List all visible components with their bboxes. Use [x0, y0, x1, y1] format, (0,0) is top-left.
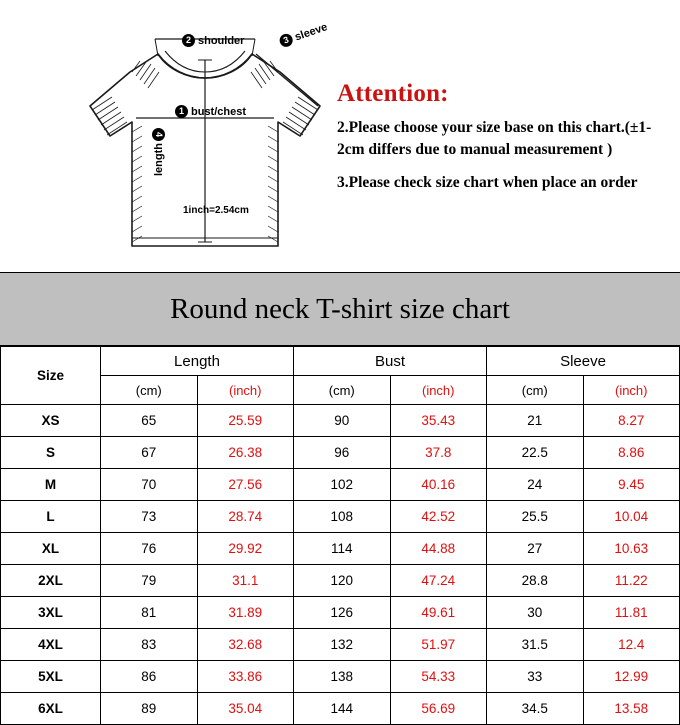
cell-bust-cm: 132	[294, 629, 391, 661]
cell-sleeve-inch: 12.99	[583, 661, 680, 693]
cell-sleeve-cm: 22.5	[487, 437, 584, 469]
cell-length-cm: 83	[101, 629, 198, 661]
cell-size: 5XL	[1, 661, 101, 693]
cell-size: XS	[1, 405, 101, 437]
callout-label-length: length	[152, 143, 165, 176]
cell-length-cm: 73	[101, 501, 198, 533]
cell-length-inch: 35.04	[197, 693, 294, 725]
cell-bust-cm: 114	[294, 533, 391, 565]
cell-sleeve-cm: 25.5	[487, 501, 584, 533]
cell-length-cm: 81	[101, 597, 198, 629]
callout-number-4: 4	[152, 128, 165, 141]
cell-length-inch: 27.56	[197, 469, 294, 501]
cell-length-inch: 28.74	[197, 501, 294, 533]
cell-length-inch: 26.38	[197, 437, 294, 469]
table-row	[1, 597, 680, 629]
cell-size: 4XL	[1, 629, 101, 661]
attention-line-2: 3.Please check size chart when place an order	[337, 173, 638, 191]
callout-number-2: 2	[182, 34, 195, 47]
cell-length-inch: 31.1	[197, 565, 294, 597]
cell-bust-inch: 35.43	[390, 405, 487, 437]
table-row	[1, 405, 680, 437]
table-row	[1, 501, 680, 533]
table-row	[1, 437, 680, 469]
callout-bust	[175, 105, 246, 118]
callout-label-sleeve: sleeve	[293, 20, 329, 43]
header-group-sleeve: Sleeve	[487, 347, 680, 376]
cell-size: M	[1, 469, 101, 501]
callout-label-bust: bust/chest	[191, 105, 247, 118]
cell-bust-inch: 37.8	[390, 437, 487, 469]
cell-sleeve-cm: 34.5	[487, 693, 584, 725]
cell-size: 2XL	[1, 565, 101, 597]
cell-length-cm: 76	[101, 533, 198, 565]
cell-length-cm: 89	[101, 693, 198, 725]
header-group-bust: Bust	[294, 347, 487, 376]
cell-size: 3XL	[1, 597, 101, 629]
cell-bust-cm: 90	[294, 405, 391, 437]
attention-title: Attention:	[337, 80, 449, 107]
cell-sleeve-inch: 12.4	[583, 629, 680, 661]
cell-size: S	[1, 437, 101, 469]
callout-number-3: 3	[278, 32, 295, 49]
cell-sleeve-cm: 31.5	[487, 629, 584, 661]
cell-length-inch: 32.68	[197, 629, 294, 661]
cell-sleeve-inch: 9.45	[583, 469, 680, 501]
cell-length-cm: 65	[101, 405, 198, 437]
unit-sleeve-cm: (cm)	[487, 376, 584, 405]
unit-bust-inch: (inch)	[390, 376, 487, 405]
cell-length-cm: 67	[101, 437, 198, 469]
table-row	[1, 565, 680, 597]
attention-block	[337, 80, 677, 204]
cell-sleeve-inch: 13.58	[583, 693, 680, 725]
inch-conversion-note: 1inch=2.54cm	[183, 205, 249, 216]
cell-bust-cm: 108	[294, 501, 391, 533]
chart-title: Round neck T-shirt size chart	[170, 292, 510, 325]
cell-bust-cm: 126	[294, 597, 391, 629]
callout-length	[152, 128, 165, 176]
table-row	[1, 629, 680, 661]
table-row	[1, 693, 680, 725]
unit-length-inch: (inch)	[197, 376, 294, 405]
table-row	[1, 469, 680, 501]
cell-sleeve-inch: 8.86	[583, 437, 680, 469]
cell-bust-inch: 54.33	[390, 661, 487, 693]
cell-bust-cm: 120	[294, 565, 391, 597]
header-size: Size	[1, 347, 101, 405]
cell-sleeve-cm: 21	[487, 405, 584, 437]
cell-bust-cm: 138	[294, 661, 391, 693]
cell-sleeve-cm: 30	[487, 597, 584, 629]
cell-sleeve-inch: 11.81	[583, 597, 680, 629]
cell-sleeve-cm: 27	[487, 533, 584, 565]
cell-size: L	[1, 501, 101, 533]
unit-sleeve-inch: (inch)	[583, 376, 680, 405]
cell-sleeve-cm: 33	[487, 661, 584, 693]
unit-length-cm: (cm)	[101, 376, 198, 405]
cell-bust-cm: 102	[294, 469, 391, 501]
size-chart-table	[0, 346, 680, 725]
cell-length-inch: 33.86	[197, 661, 294, 693]
cell-sleeve-inch: 8.27	[583, 405, 680, 437]
table-row	[1, 661, 680, 693]
cell-size: 6XL	[1, 693, 101, 725]
unit-bust-cm: (cm)	[294, 376, 391, 405]
cell-length-cm: 79	[101, 565, 198, 597]
cell-length-inch: 25.59	[197, 405, 294, 437]
chart-title-bar	[0, 272, 680, 346]
cell-bust-inch: 44.88	[390, 533, 487, 565]
tshirt-diagram	[70, 14, 340, 264]
cell-length-inch: 29.92	[197, 533, 294, 565]
cell-sleeve-inch: 10.04	[583, 501, 680, 533]
header-group-length: Length	[101, 347, 294, 376]
cell-bust-inch: 56.69	[390, 693, 487, 725]
table-unit-row	[1, 376, 680, 405]
attention-line-1: 2.Please choose your size base on this chart.(±1-2cm differs due to manual measurement )	[337, 119, 652, 159]
cell-bust-inch: 49.61	[390, 597, 487, 629]
cell-length-cm: 70	[101, 469, 198, 501]
cell-sleeve-cm: 24	[487, 469, 584, 501]
callout-number-1: 1	[175, 105, 188, 118]
callout-shoulder	[182, 34, 244, 47]
table-header-row	[1, 347, 680, 376]
callout-label-shoulder: shoulder	[198, 34, 245, 47]
cell-size: XL	[1, 533, 101, 565]
cell-length-cm: 86	[101, 661, 198, 693]
cell-sleeve-inch: 11.22	[583, 565, 680, 597]
cell-length-inch: 31.89	[197, 597, 294, 629]
cell-bust-inch: 51.97	[390, 629, 487, 661]
cell-sleeve-cm: 28.8	[487, 565, 584, 597]
cell-sleeve-inch: 10.63	[583, 533, 680, 565]
table-row	[1, 533, 680, 565]
cell-bust-inch: 42.52	[390, 501, 487, 533]
cell-bust-inch: 47.24	[390, 565, 487, 597]
cell-bust-cm: 96	[294, 437, 391, 469]
illustration-area	[0, 0, 680, 272]
cell-bust-cm: 144	[294, 693, 391, 725]
cell-bust-inch: 40.16	[390, 469, 487, 501]
